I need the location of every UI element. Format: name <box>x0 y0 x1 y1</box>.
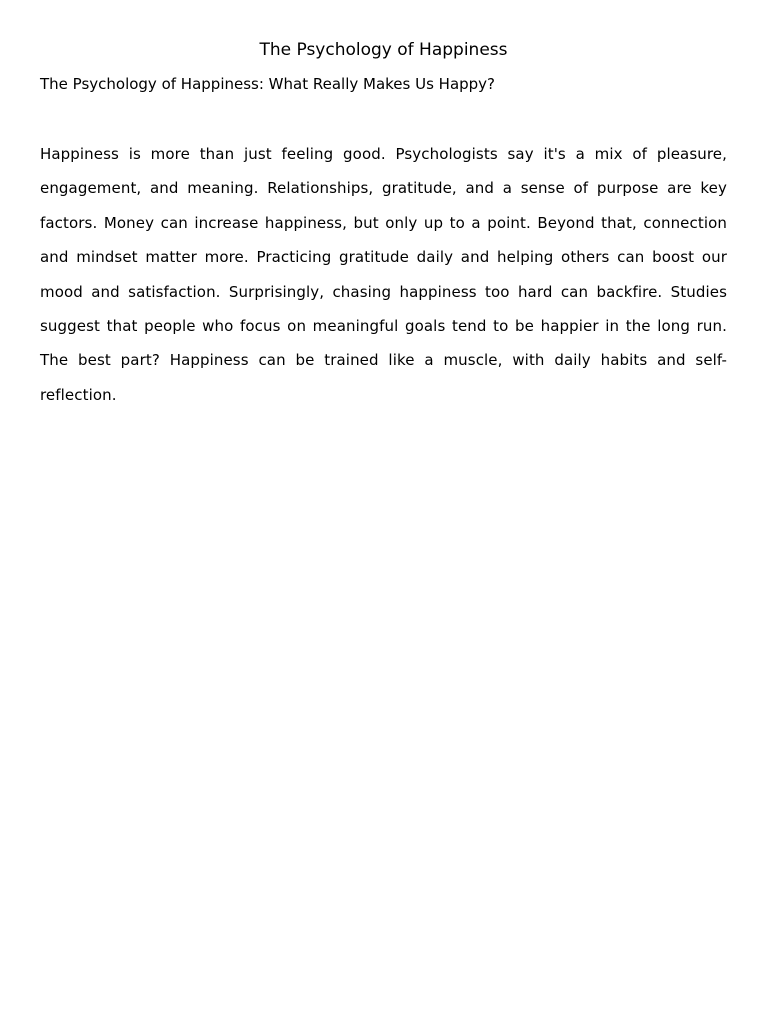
document-subtitle: The Psychology of Happiness: What Really Makes Us Happy? <box>40 75 496 93</box>
document-title: The Psychology of Happiness <box>259 40 508 60</box>
document-body-paragraph: Happiness is more than just feeling good. Psychologists say it's a mix of pleasure, engagement, and meaning. Relationships, gratitude, and a sense of purpose are key factors. Money can increase happiness, but only up to a point. Beyond that, connection and mindset matter more. Practicing gratitude daily and helping others can boost our mood and satisfaction. Surprisingly, chasing happiness too hard can backfire. Studies suggest that people who focus on meaningful goals tend to be happier in the long run. The best part? Happiness can be trained like a muscle, with daily habits and self-reflection. <box>40 145 727 404</box>
